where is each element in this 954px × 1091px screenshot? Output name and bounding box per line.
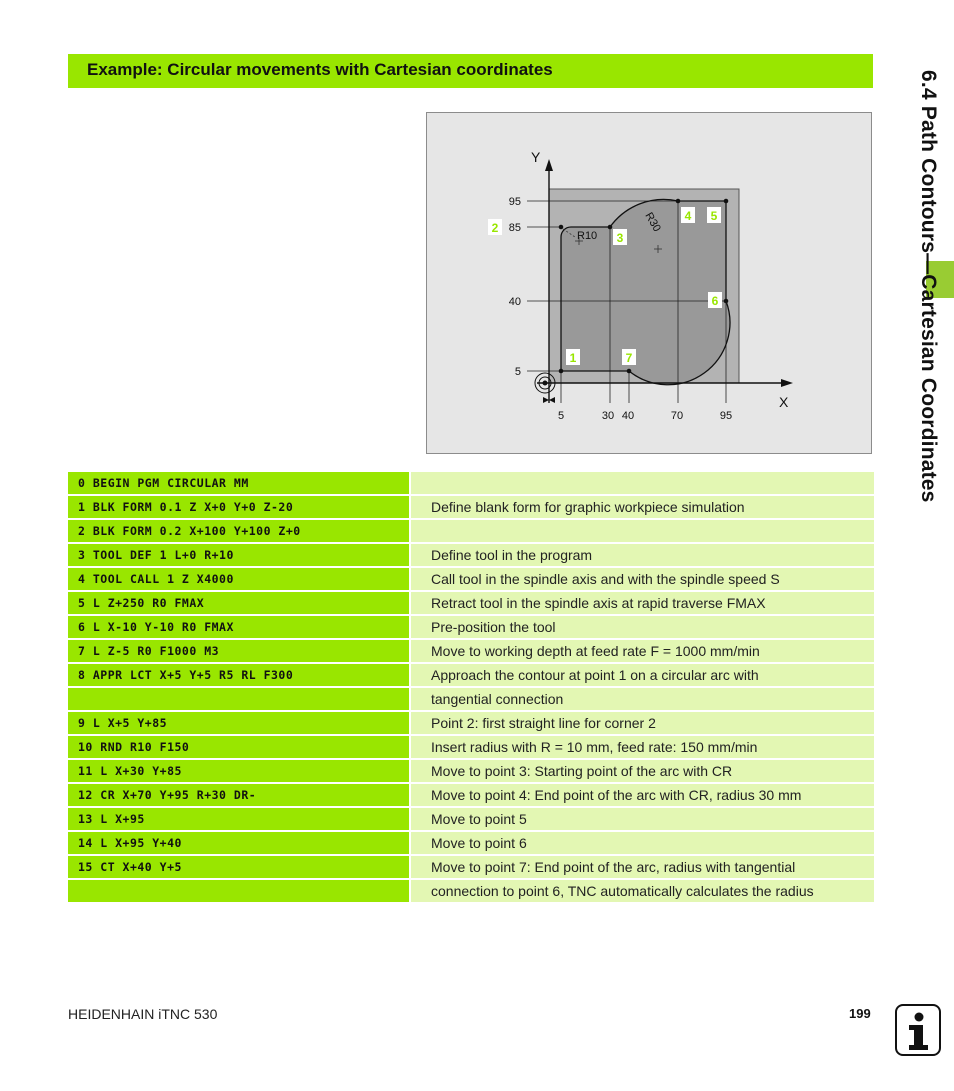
program-desc: Move to point 4: End point of the arc with CR, radius 30 mm xyxy=(411,784,874,806)
program-code: 11 L X+30 Y+85 xyxy=(68,760,409,782)
point-6-label: 6 xyxy=(711,294,719,308)
program-desc xyxy=(411,472,874,494)
program-desc: Define tool in the program xyxy=(411,544,874,566)
y-tick-85: 85 xyxy=(508,222,521,234)
x-tick-30: 30 xyxy=(601,410,615,422)
program-code: 9 L X+5 Y+85 xyxy=(68,712,409,734)
side-chapter-title: 6.4 Path Contours—Cartesian Coordinates xyxy=(917,70,940,503)
program-row xyxy=(68,544,874,566)
program-code: 12 CR X+70 Y+95 R+30 DR- xyxy=(68,784,409,806)
program-desc: Move to point 6 xyxy=(411,832,874,854)
program-code: 8 APPR LCT X+5 Y+5 R5 RL F300 xyxy=(68,664,409,686)
program-code: 0 BEGIN PGM CIRCULAR MM xyxy=(68,472,409,494)
program-row xyxy=(68,520,874,542)
program-row xyxy=(68,496,874,518)
x-tick-70: 70 xyxy=(670,410,684,422)
program-desc: Insert radius with R = 10 mm, feed rate: 150 mm/min xyxy=(411,736,874,758)
radius-label-r10: R10 xyxy=(577,230,598,242)
x-tick-95: 95 xyxy=(719,410,733,422)
program-desc xyxy=(411,520,874,542)
program-code: 4 TOOL CALL 1 Z X4000 xyxy=(68,568,409,590)
point-5-label: 5 xyxy=(710,209,718,223)
program-row xyxy=(68,880,874,902)
footer-product: HEIDENHAIN iTNC 530 xyxy=(68,1006,218,1022)
x-axis-label: X xyxy=(779,394,789,410)
program-row xyxy=(68,712,874,734)
x-tick-5: 5 xyxy=(557,410,565,422)
section-title: Example: Circular movements with Cartesian coordinates xyxy=(87,60,553,79)
point-1-label: 1 xyxy=(569,351,577,365)
program-code: 10 RND R10 F150 xyxy=(68,736,409,758)
program-desc: Approach the contour at point 1 on a circular arc with xyxy=(411,664,874,686)
program-desc: Move to point 5 xyxy=(411,808,874,830)
page-number: 199 xyxy=(849,1006,871,1021)
program-desc: connection to point 6, TNC automatically calculates the radius xyxy=(411,880,874,902)
program-desc: Point 2: first straight line for corner 2 xyxy=(411,712,874,734)
x-axis-arrow xyxy=(781,379,793,387)
program-code: 5 L Z+250 R0 FMAX xyxy=(68,592,409,614)
program-desc: Move to working depth at feed rate F = 1000 mm/min xyxy=(411,640,874,662)
program-code: 13 L X+95 xyxy=(68,808,409,830)
program-code: 3 TOOL DEF 1 L+0 R+10 xyxy=(68,544,409,566)
program-desc: Define blank form for graphic workpiece simulation xyxy=(411,496,874,518)
program-code: 7 L Z-5 R0 F1000 M3 xyxy=(68,640,409,662)
program-row xyxy=(68,640,874,662)
y-tick-5: 5 xyxy=(514,366,521,378)
program-code xyxy=(68,880,409,902)
program-code: 2 BLK FORM 0.2 X+100 Y+100 Z+0 xyxy=(68,520,409,542)
y-tick-95: 95 xyxy=(508,196,521,208)
program-row xyxy=(68,760,874,782)
program-row xyxy=(68,856,874,878)
program-desc: Pre-position the tool xyxy=(411,616,874,638)
y-tick-40: 40 xyxy=(508,296,521,308)
program-code: 1 BLK FORM 0.1 Z X+0 Y+0 Z-20 xyxy=(68,496,409,518)
program-listing xyxy=(68,472,874,904)
x-tick-40: 40 xyxy=(621,410,635,422)
program-desc: tangential connection xyxy=(411,688,874,710)
program-row xyxy=(68,736,874,758)
program-row xyxy=(68,784,874,806)
info-icon xyxy=(895,1004,941,1056)
y-axis-label: Y xyxy=(531,149,541,165)
program-desc: Call tool in the spindle axis and with the spindle speed S xyxy=(411,568,874,590)
program-row xyxy=(68,808,874,830)
program-row xyxy=(68,832,874,854)
point-3-label: 3 xyxy=(616,231,624,245)
program-row xyxy=(68,568,874,590)
contour-diagram xyxy=(427,113,871,453)
y-axis-arrow xyxy=(545,159,553,171)
point-7-label: 7 xyxy=(625,351,633,365)
program-code xyxy=(68,688,409,710)
program-desc: Retract tool in the spindle axis at rapid traverse FMAX xyxy=(411,592,874,614)
section-banner xyxy=(68,54,873,88)
program-row xyxy=(68,472,874,494)
program-row xyxy=(68,616,874,638)
program-code: 14 L X+95 Y+40 xyxy=(68,832,409,854)
radius-label-r30: R30 xyxy=(642,210,663,234)
program-desc: Move to point 3: Starting point of the arc with CR xyxy=(411,760,874,782)
contour-figure xyxy=(426,112,872,454)
point-4-label: 4 xyxy=(684,209,692,223)
program-row xyxy=(68,664,874,686)
point-2-label: 2 xyxy=(491,221,499,235)
program-code: 6 L X-10 Y-10 R0 FMAX xyxy=(68,616,409,638)
program-desc: Move to point 7: End point of the arc, radius with tangential xyxy=(411,856,874,878)
program-row xyxy=(68,592,874,614)
program-row xyxy=(68,688,874,710)
program-code: 15 CT X+40 Y+5 xyxy=(68,856,409,878)
